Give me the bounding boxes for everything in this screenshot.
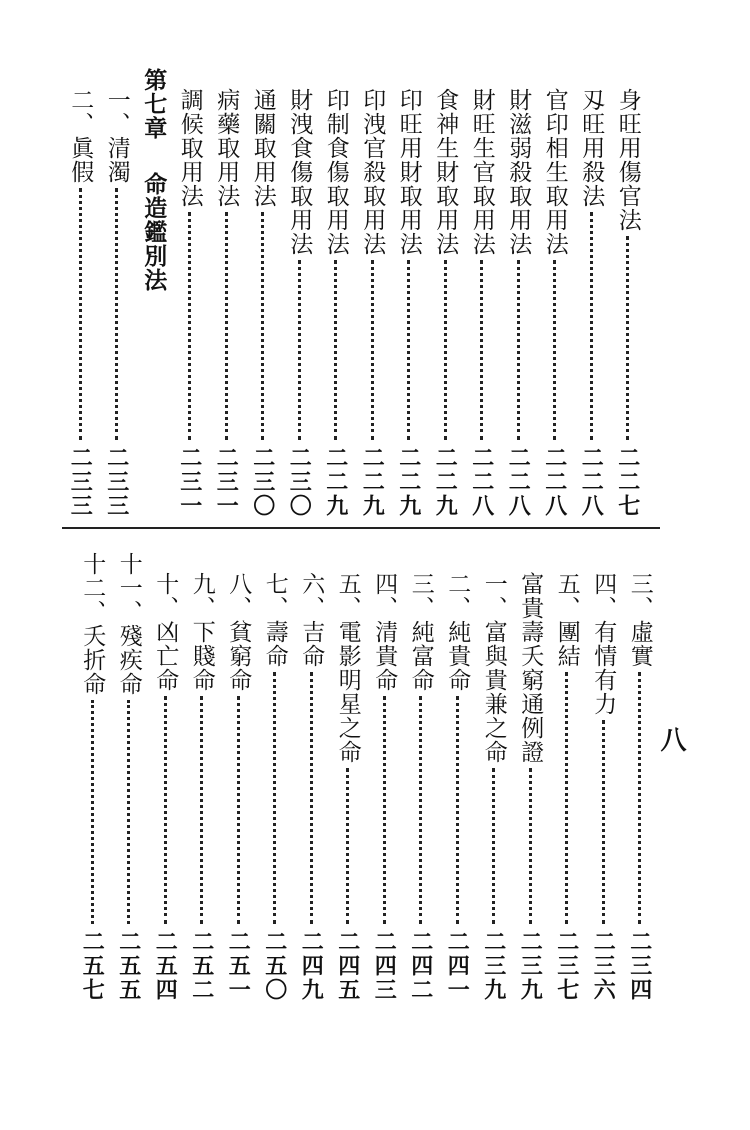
dot-leader	[602, 720, 605, 924]
toc-entry-title: 印旺用財取用法	[395, 88, 422, 256]
toc-entry[interactable]	[464, 88, 501, 518]
dot-leader	[590, 212, 593, 440]
toc-entry-page: 二四九	[298, 930, 325, 1002]
toc-entry-title: 一、富與貴兼之命	[480, 572, 507, 764]
dot-leader	[626, 236, 629, 440]
toc-entry[interactable]	[549, 572, 586, 1002]
toc-entry-page: 二二八	[505, 446, 532, 518]
toc-entry-title: 財洩食傷取用法	[286, 88, 313, 256]
toc-entry-title: 十、凶亡命	[152, 572, 179, 692]
dot-leader	[383, 696, 386, 924]
toc-entry[interactable]	[537, 88, 574, 518]
dot-leader	[334, 260, 337, 440]
toc-entry[interactable]	[111, 552, 148, 1002]
toc-entry-page: 二四二	[407, 930, 434, 1002]
toc-entry-page: 二三一	[213, 446, 240, 518]
dot-leader	[480, 260, 483, 440]
toc-entry[interactable]	[281, 88, 318, 518]
dot-leader	[407, 260, 410, 440]
toc-entry-title: 六、吉命	[298, 572, 325, 668]
dot-leader	[200, 696, 203, 924]
toc-entry-title: 富貴壽夭窮通例證	[517, 572, 544, 764]
toc-entry-page: 二二九	[432, 446, 459, 518]
toc-entry[interactable]	[330, 572, 367, 1002]
toc-entry-title: 食神生財取用法	[432, 88, 459, 256]
toc-entry-title: 病藥取用法	[213, 88, 240, 208]
toc-entry[interactable]	[427, 88, 464, 518]
dot-leader	[310, 672, 313, 924]
dot-leader	[517, 260, 520, 440]
toc-entry-page: 二二九	[359, 446, 386, 518]
page-number: 八	[656, 726, 686, 753]
toc-entry[interactable]	[512, 572, 549, 1002]
dot-leader	[492, 768, 495, 924]
toc-entry-page: 二三三	[103, 446, 130, 518]
dot-leader	[91, 700, 94, 924]
toc-entry-page: 二二九	[322, 446, 349, 518]
toc-entry-page: 二三四	[626, 930, 653, 1002]
dot-leader	[225, 212, 228, 440]
toc-entry-page: 二三七	[553, 930, 580, 1002]
toc-entry-title: 刄旺用殺法	[578, 88, 605, 208]
dot-leader	[127, 700, 130, 924]
toc-entry[interactable]	[439, 572, 476, 1002]
toc-entry-title: 七、壽命	[261, 572, 288, 668]
toc-entry-title: 三、虛實	[626, 572, 653, 668]
toc-entry-page: 二三一	[176, 446, 203, 518]
toc-entry[interactable]	[172, 88, 209, 518]
toc-entry-page: 二五一	[225, 930, 252, 1002]
dot-leader	[444, 260, 447, 440]
toc-entry[interactable]	[476, 572, 513, 1002]
toc-entry-page: 二三〇	[249, 446, 276, 518]
toc-entry[interactable]	[245, 88, 282, 518]
dot-leader	[565, 672, 568, 924]
toc-entry-page: 二二九	[395, 446, 422, 518]
toc-entry[interactable]	[74, 552, 111, 1002]
toc-entry[interactable]	[354, 88, 391, 518]
dot-leader	[529, 768, 532, 924]
toc-entry-page: 二二七	[614, 446, 641, 518]
toc-entry[interactable]	[220, 572, 257, 1002]
toc-entry-page: 二三〇	[286, 446, 313, 518]
dot-leader	[273, 672, 276, 924]
toc-entry-title: 二、純貴命	[444, 572, 471, 692]
dot-leader	[237, 696, 240, 924]
toc-lower-section	[74, 552, 658, 1002]
dot-leader	[115, 188, 118, 440]
dot-leader	[456, 696, 459, 924]
toc-entry-page: 二二八	[468, 446, 495, 518]
chapter-number: 第七章	[140, 68, 168, 140]
toc-entry-title: 八、貧窮命	[225, 572, 252, 692]
toc-entry-title: 十二、夭折命	[79, 552, 106, 696]
dot-leader	[371, 260, 374, 440]
toc-entry-title: 二、眞假	[67, 88, 94, 184]
toc-entry-page: 二五二	[188, 930, 215, 1002]
chapter-title: 命造鑑別法	[140, 172, 168, 292]
toc-entry-title: 五、電影明星之命	[334, 572, 361, 764]
toc-entry[interactable]	[293, 572, 330, 1002]
toc-entry-title: 三、純富命	[407, 572, 434, 692]
dot-leader	[638, 672, 641, 924]
chapter-heading	[135, 68, 172, 518]
toc-entry-page: 二四一	[444, 930, 471, 1002]
toc-entry[interactable]	[573, 88, 610, 518]
toc-entry-page: 二五四	[152, 930, 179, 1002]
toc-entry-page: 二三九	[480, 930, 507, 1002]
toc-entry-page: 二四五	[334, 930, 361, 1002]
toc-upper-section	[62, 68, 646, 518]
toc-entry[interactable]	[585, 572, 622, 1002]
toc-entry-page: 二五七	[79, 930, 106, 1002]
toc-entry[interactable]	[62, 88, 99, 518]
toc-entry[interactable]	[184, 572, 221, 1002]
toc-entry-page: 二三九	[517, 930, 544, 1002]
toc-entry-page: 二二八	[578, 446, 605, 518]
toc-entry-title: 四、清貴命	[371, 572, 398, 692]
toc-entry[interactable]	[257, 572, 294, 1002]
toc-entry-title: 財旺生官取用法	[468, 88, 495, 256]
toc-entry[interactable]	[403, 572, 440, 1002]
toc-entry-title: 印制食傷取用法	[322, 88, 349, 256]
dot-leader	[79, 188, 82, 440]
toc-entry[interactable]	[622, 572, 659, 1002]
toc-entry[interactable]	[318, 88, 355, 518]
section-divider	[62, 527, 660, 529]
toc-entry-title: 五、團結	[553, 572, 580, 668]
toc-entry[interactable]	[500, 88, 537, 518]
toc-entry-page: 二四三	[371, 930, 398, 1002]
dot-leader	[261, 212, 264, 440]
toc-entry-title: 官印相生取用法	[541, 88, 568, 256]
toc-entry-title: 一、清濁	[103, 88, 130, 184]
toc-entry-title: 財滋弱殺取用法	[505, 88, 532, 256]
toc-entry[interactable]	[391, 88, 428, 518]
dot-leader	[346, 768, 349, 924]
dot-leader	[188, 212, 191, 440]
toc-entry[interactable]	[610, 88, 647, 518]
toc-entry-title: 十一、殘疾命	[115, 552, 142, 696]
toc-entry[interactable]	[147, 572, 184, 1002]
dot-leader	[553, 260, 556, 440]
toc-entry-page: 二五〇	[261, 930, 288, 1002]
toc-entry-title: 身旺用傷官法	[614, 88, 641, 232]
toc-entry[interactable]	[99, 88, 136, 518]
toc-entry[interactable]	[208, 88, 245, 518]
toc-entry-title: 通關取用法	[249, 88, 276, 208]
toc-entry-page: 二三六	[590, 930, 617, 1002]
toc-entry-page: 二二八	[541, 446, 568, 518]
dot-leader	[164, 696, 167, 924]
dot-leader	[298, 260, 301, 440]
toc-entry-title: 印洩官殺取用法	[359, 88, 386, 256]
toc-entry-page: 二五五	[115, 930, 142, 1002]
toc-entry-page: 二三三	[67, 446, 94, 518]
toc-entry-title: 九、下賤命	[188, 572, 215, 692]
toc-entry-title: 四、有情有力	[590, 572, 617, 716]
toc-entry[interactable]	[366, 572, 403, 1002]
toc-entry-title: 調候取用法	[176, 88, 203, 208]
dot-leader	[419, 696, 422, 924]
